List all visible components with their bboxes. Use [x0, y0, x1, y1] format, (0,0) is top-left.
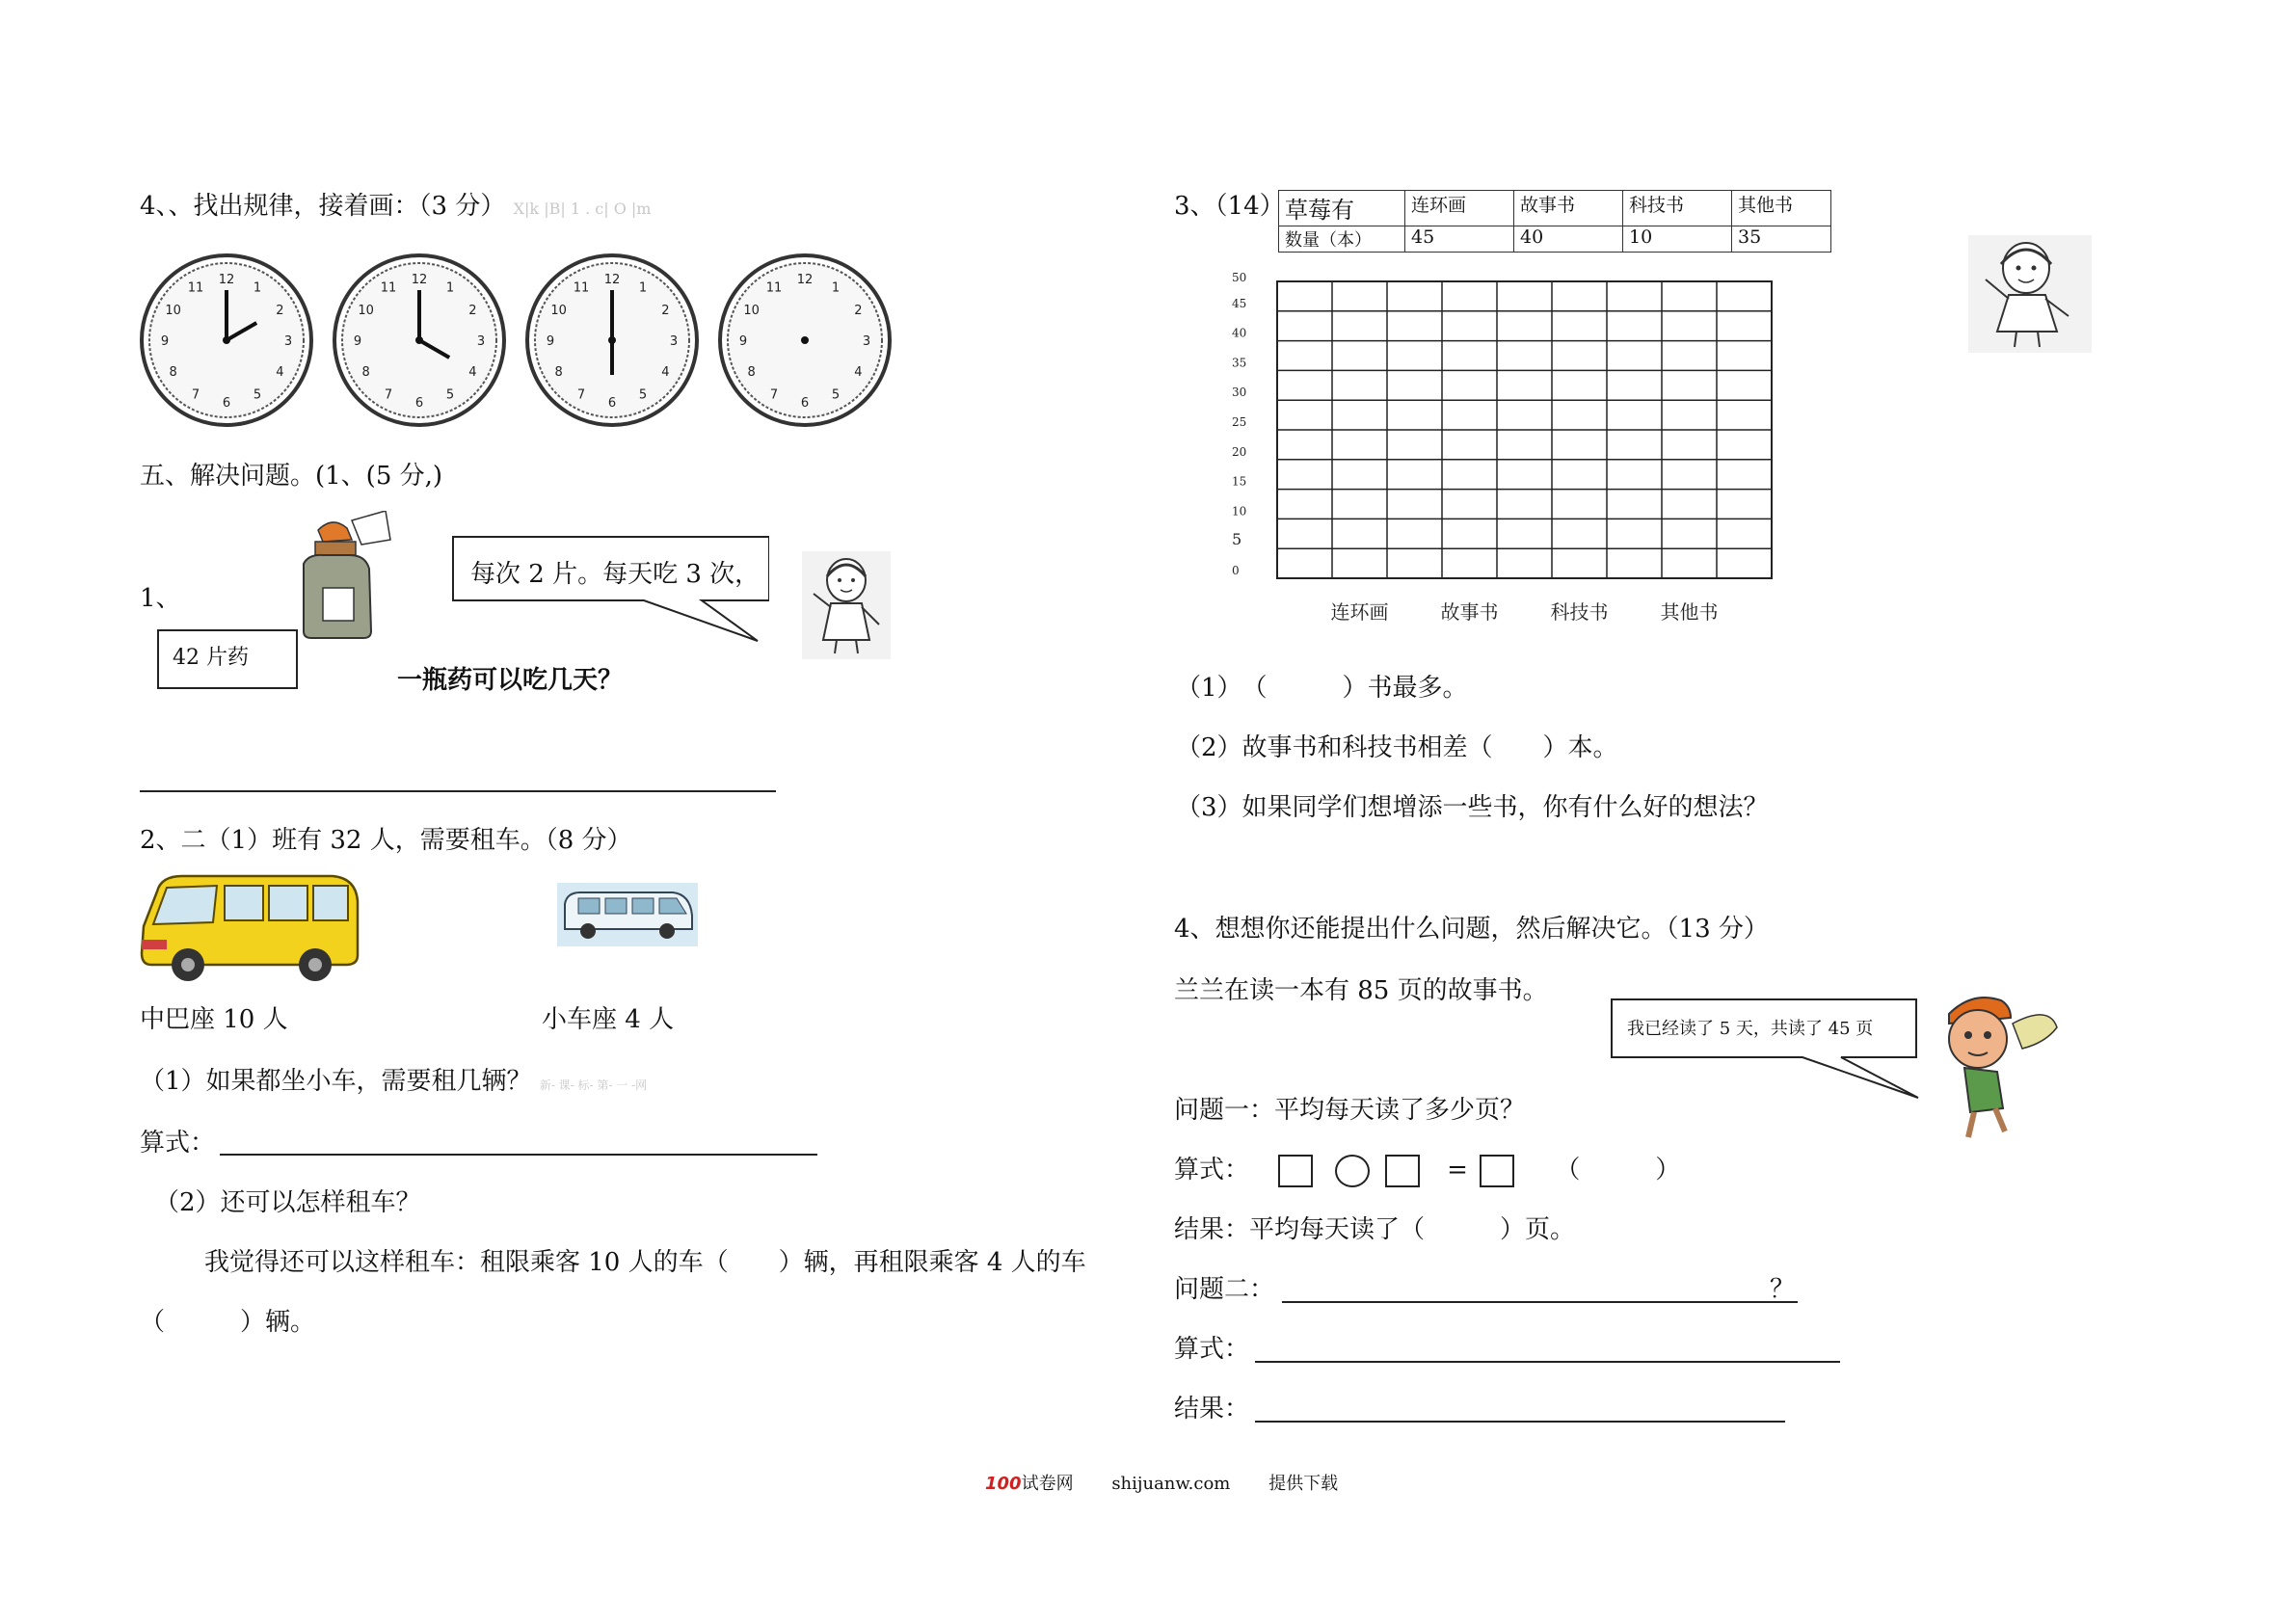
clock-1	[142, 255, 311, 425]
clock-number: 2	[661, 304, 670, 318]
flying-child-icon	[1930, 985, 2065, 1151]
clock-number: 7	[384, 387, 393, 403]
clock-number: 6	[414, 396, 424, 411]
footer-logo: 100	[985, 1474, 1022, 1494]
clock-4-empty	[720, 255, 890, 425]
q4-intro: 兰兰在读一本有 85 页的故事书。	[1174, 976, 1548, 1005]
clock-number: 12	[603, 273, 621, 287]
clock-number: 1	[831, 280, 841, 296]
clock-number: 11	[573, 280, 590, 296]
speech-bubble-1	[451, 535, 769, 651]
bus-label: 中巴座 10 人	[140, 1005, 288, 1034]
pill-count-text: 42 片药	[173, 646, 249, 670]
q4-result2-label: 结果：	[1174, 1395, 1250, 1423]
clock-number: 10	[743, 304, 760, 318]
clock-number: 5	[253, 387, 262, 403]
clock-number: 4	[661, 365, 670, 380]
clock-number: 3	[283, 334, 293, 349]
small-car-icon	[557, 883, 698, 946]
chart-y-tick-label: 30	[1232, 386, 1247, 400]
table-value-cell: 35	[1732, 226, 1831, 253]
answer-box-3[interactable]	[1480, 1155, 1514, 1187]
clock-number: 7	[576, 387, 586, 403]
speech-bubble-1-text: 每次 2 片。每天吃 3 次，	[470, 560, 761, 589]
answer-box-1[interactable]	[1278, 1155, 1313, 1187]
book-count-table	[1278, 190, 1831, 253]
clock-number: 1	[253, 280, 262, 296]
clock-number: 9	[546, 334, 555, 349]
q3-number: 3、（14）	[1174, 192, 1285, 221]
clock-number: 12	[796, 273, 814, 287]
clock-number: 9	[738, 334, 748, 349]
clock-center	[801, 336, 809, 344]
q3-sub2: （2）故事书和科技书相差（ ）本。	[1176, 733, 1618, 762]
clock-number: 2	[854, 304, 863, 318]
problem2-q2-text2: （ ）辆。	[140, 1308, 316, 1337]
problem2-q1: （1）如果都坐小车，需要租几辆？ 新- 课- 标- 第- 一 -网	[140, 1067, 648, 1096]
clock-number: 7	[769, 387, 779, 403]
problem2-q2-text: 我觉得还可以这样租车：租限乘客 10 人的车（ ）辆，再租限乘客 4 人的车	[204, 1248, 1086, 1277]
footer-domain[interactable]: shijuanw.com	[1111, 1474, 1231, 1494]
formula-label-1: 算式：	[140, 1129, 216, 1157]
q4-formula-row: 算式： = （ ）	[1174, 1155, 1680, 1187]
clock-2	[334, 255, 504, 425]
clock-number: 1	[638, 280, 648, 296]
q3-sub3: （3）如果同学们想增添一些书，你有什么好的想法？	[1176, 793, 1769, 822]
pill-count-box	[157, 629, 298, 689]
chart-y-tick-label: 45	[1232, 296, 1247, 310]
chart-x-tick-label: 连环画	[1330, 600, 1389, 624]
clock-number: 4	[276, 365, 284, 380]
clock-number: 12	[218, 273, 235, 287]
operator-circle[interactable]	[1335, 1155, 1370, 1187]
table-value-cell: 45	[1405, 226, 1514, 253]
answer-box-2[interactable]	[1385, 1155, 1420, 1187]
bar-chart-grid[interactable]	[1205, 270, 1802, 636]
clock-number: 12	[411, 273, 428, 287]
girl-figure-icon	[802, 551, 891, 659]
section5-title: 五、解决问题。(1、(5 分,)	[140, 462, 443, 491]
clock-number: 3	[476, 334, 486, 349]
chart-y-tick-label: 5	[1232, 530, 1242, 549]
clock-number: 9	[160, 334, 170, 349]
chart-x-tick-label: 故事书	[1440, 600, 1499, 624]
chart-y-tick-label: 0	[1232, 564, 1240, 577]
clocks-row	[140, 249, 911, 432]
table-header-cell: 故事书	[1514, 191, 1623, 226]
clock-number: 8	[361, 365, 370, 380]
clock-number: 2	[468, 304, 477, 318]
chart-y-tick-label: 20	[1232, 444, 1247, 459]
clock-number: 5	[445, 387, 455, 403]
table-corner: 草莓有	[1279, 191, 1405, 226]
clock-number: 1	[445, 280, 455, 296]
result2-line[interactable]	[1255, 1421, 1785, 1423]
clock-number: 10	[358, 304, 374, 318]
clock-number: 5	[831, 387, 841, 403]
clock-number: 11	[765, 280, 783, 296]
medicine-bottle-icon	[294, 511, 400, 641]
question2-line[interactable]	[1282, 1301, 1798, 1303]
formula2-line[interactable]	[1255, 1361, 1840, 1363]
chart-y-tick-label: 40	[1232, 326, 1247, 340]
car-label: 小车座 4 人	[542, 1005, 675, 1034]
speech-bubble-2-text: 我已经读了 5 天，共读了 45 页	[1627, 1019, 1874, 1039]
table-value-cell: 40	[1514, 226, 1623, 253]
chart-y-tick-label: 25	[1232, 415, 1247, 429]
table-header-cell: 科技书	[1623, 191, 1732, 226]
q3-sub1: （1） （ ）书最多。	[1176, 674, 1468, 703]
formula-line-1[interactable]	[220, 1154, 817, 1156]
table-header-cell: 连环画	[1405, 191, 1514, 226]
watermark-text: X|k |B| 1 . c| O |m	[513, 200, 652, 218]
yellow-bus-icon	[140, 872, 361, 986]
q4-result1: 结果：平均每天读了（ ）页。	[1174, 1215, 1576, 1244]
chart-y-tick-label: 15	[1232, 474, 1247, 489]
clock-number: 6	[800, 396, 810, 411]
clock-number: 4	[854, 365, 863, 380]
clock-number: 6	[607, 396, 617, 411]
chart-x-tick-label: 科技书	[1550, 600, 1609, 624]
clock-number: 11	[187, 280, 204, 296]
q4-formula2-label: 算式：	[1174, 1335, 1250, 1364]
clock-number: 10	[550, 304, 567, 318]
footer-site-name: 试卷网	[1021, 1474, 1074, 1494]
problem2-title: 2、二（1）班有 32 人，需要租车。（8 分）	[140, 826, 632, 855]
clock-number: 8	[554, 365, 563, 380]
clock-3	[527, 255, 697, 425]
table-row-label: 数量（本）	[1279, 226, 1405, 253]
q4-question1: 问题一：平均每天读了多少页？	[1174, 1096, 1526, 1125]
clock-number: 6	[222, 396, 231, 411]
q4-right-title: 4、想想你还能提出什么问题，然后解决它。（13 分）	[1174, 915, 1769, 944]
clock-number: 9	[353, 334, 362, 349]
clock-number: 5	[638, 387, 648, 403]
girl-figure-icon-2	[1968, 235, 2092, 353]
problem1-number: 1、	[140, 584, 181, 613]
problem1-question: 一瓶药可以吃几天？	[397, 666, 624, 695]
problem2-q2: （2）还可以怎样租车？	[154, 1188, 421, 1217]
clock-number: 11	[380, 280, 397, 296]
footer	[985, 1469, 1338, 1500]
clock-number: 4	[468, 365, 477, 380]
footer-note: 提供下载	[1268, 1474, 1339, 1494]
clock-number: 2	[276, 304, 284, 318]
clock-number: 3	[862, 334, 871, 349]
q4-question2-label: 问题二：	[1174, 1275, 1275, 1304]
chart-x-tick-label: 其他书	[1660, 600, 1719, 624]
q4-question2-end: ？	[1770, 1275, 1796, 1304]
clock-number: 8	[169, 365, 177, 380]
table-value-cell: 10	[1623, 226, 1732, 253]
chart-y-tick-label: 10	[1232, 504, 1247, 519]
answer-line-1[interactable]	[140, 790, 776, 792]
clock-number: 7	[191, 387, 200, 403]
clock-number: 10	[165, 304, 181, 318]
chart-y-tick-label: 50	[1232, 271, 1247, 284]
clock-number: 3	[669, 334, 679, 349]
clock-number: 8	[747, 365, 756, 380]
watermark-text-2: 新- 课- 标- 第- 一 -网	[539, 1078, 648, 1092]
q4-title: 4、、找出规律，接着画：（3 分） X|k |B| 1 . c| O |m	[140, 192, 652, 221]
table-header-cell: 其他书	[1732, 191, 1831, 226]
chart-y-tick-label: 35	[1232, 356, 1247, 370]
